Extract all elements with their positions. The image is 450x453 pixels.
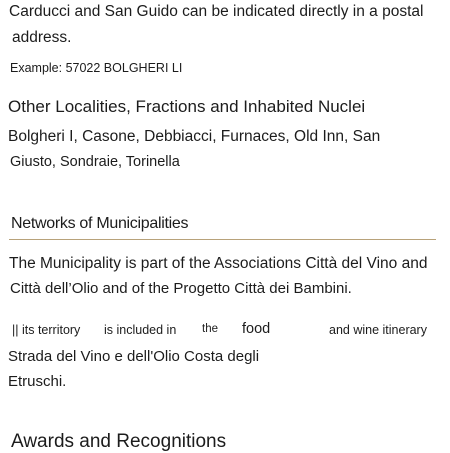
networks-heading: Networks of Municipalities: [11, 215, 189, 232]
localities-line-2: Giusto, Sondraie, Torinella: [10, 154, 180, 170]
postal-example: Example: 57022 BOLGHERI LI: [10, 61, 183, 75]
text-fragment-food: food: [242, 321, 271, 337]
localities-line-1: Bolgheri I, Casone, Debbiacci, Furnaces, Old Inn, San: [8, 128, 381, 145]
localities-heading: Other Localities, Fractions and Inhabited Nuclei: [8, 97, 366, 116]
intro-line-2: address.: [12, 29, 72, 46]
intro-line-1: Carducci and San Guido can be indicated directly in a postal: [9, 3, 424, 20]
awards-heading: Awards and Recognitions: [11, 431, 227, 452]
text-fragment-is-included-in: is included in: [104, 323, 177, 337]
networks-line-4: Etruschi.: [8, 373, 67, 390]
networks-line-3: Strada del Vino e dell'Olio Costa degli: [8, 348, 260, 365]
text-fragment-the: the: [202, 323, 218, 335]
section-divider: [9, 239, 436, 240]
text-fragment-its-territory: || its territory: [12, 323, 81, 337]
networks-line-1: The Municipality is part of the Associations Città del Vino and: [9, 255, 428, 272]
text-fragment-and-wine-itinerary: and wine itinerary: [329, 323, 427, 337]
networks-line-2: Città dell’Olio and of the Progetto Città dei Bambini.: [10, 280, 352, 297]
